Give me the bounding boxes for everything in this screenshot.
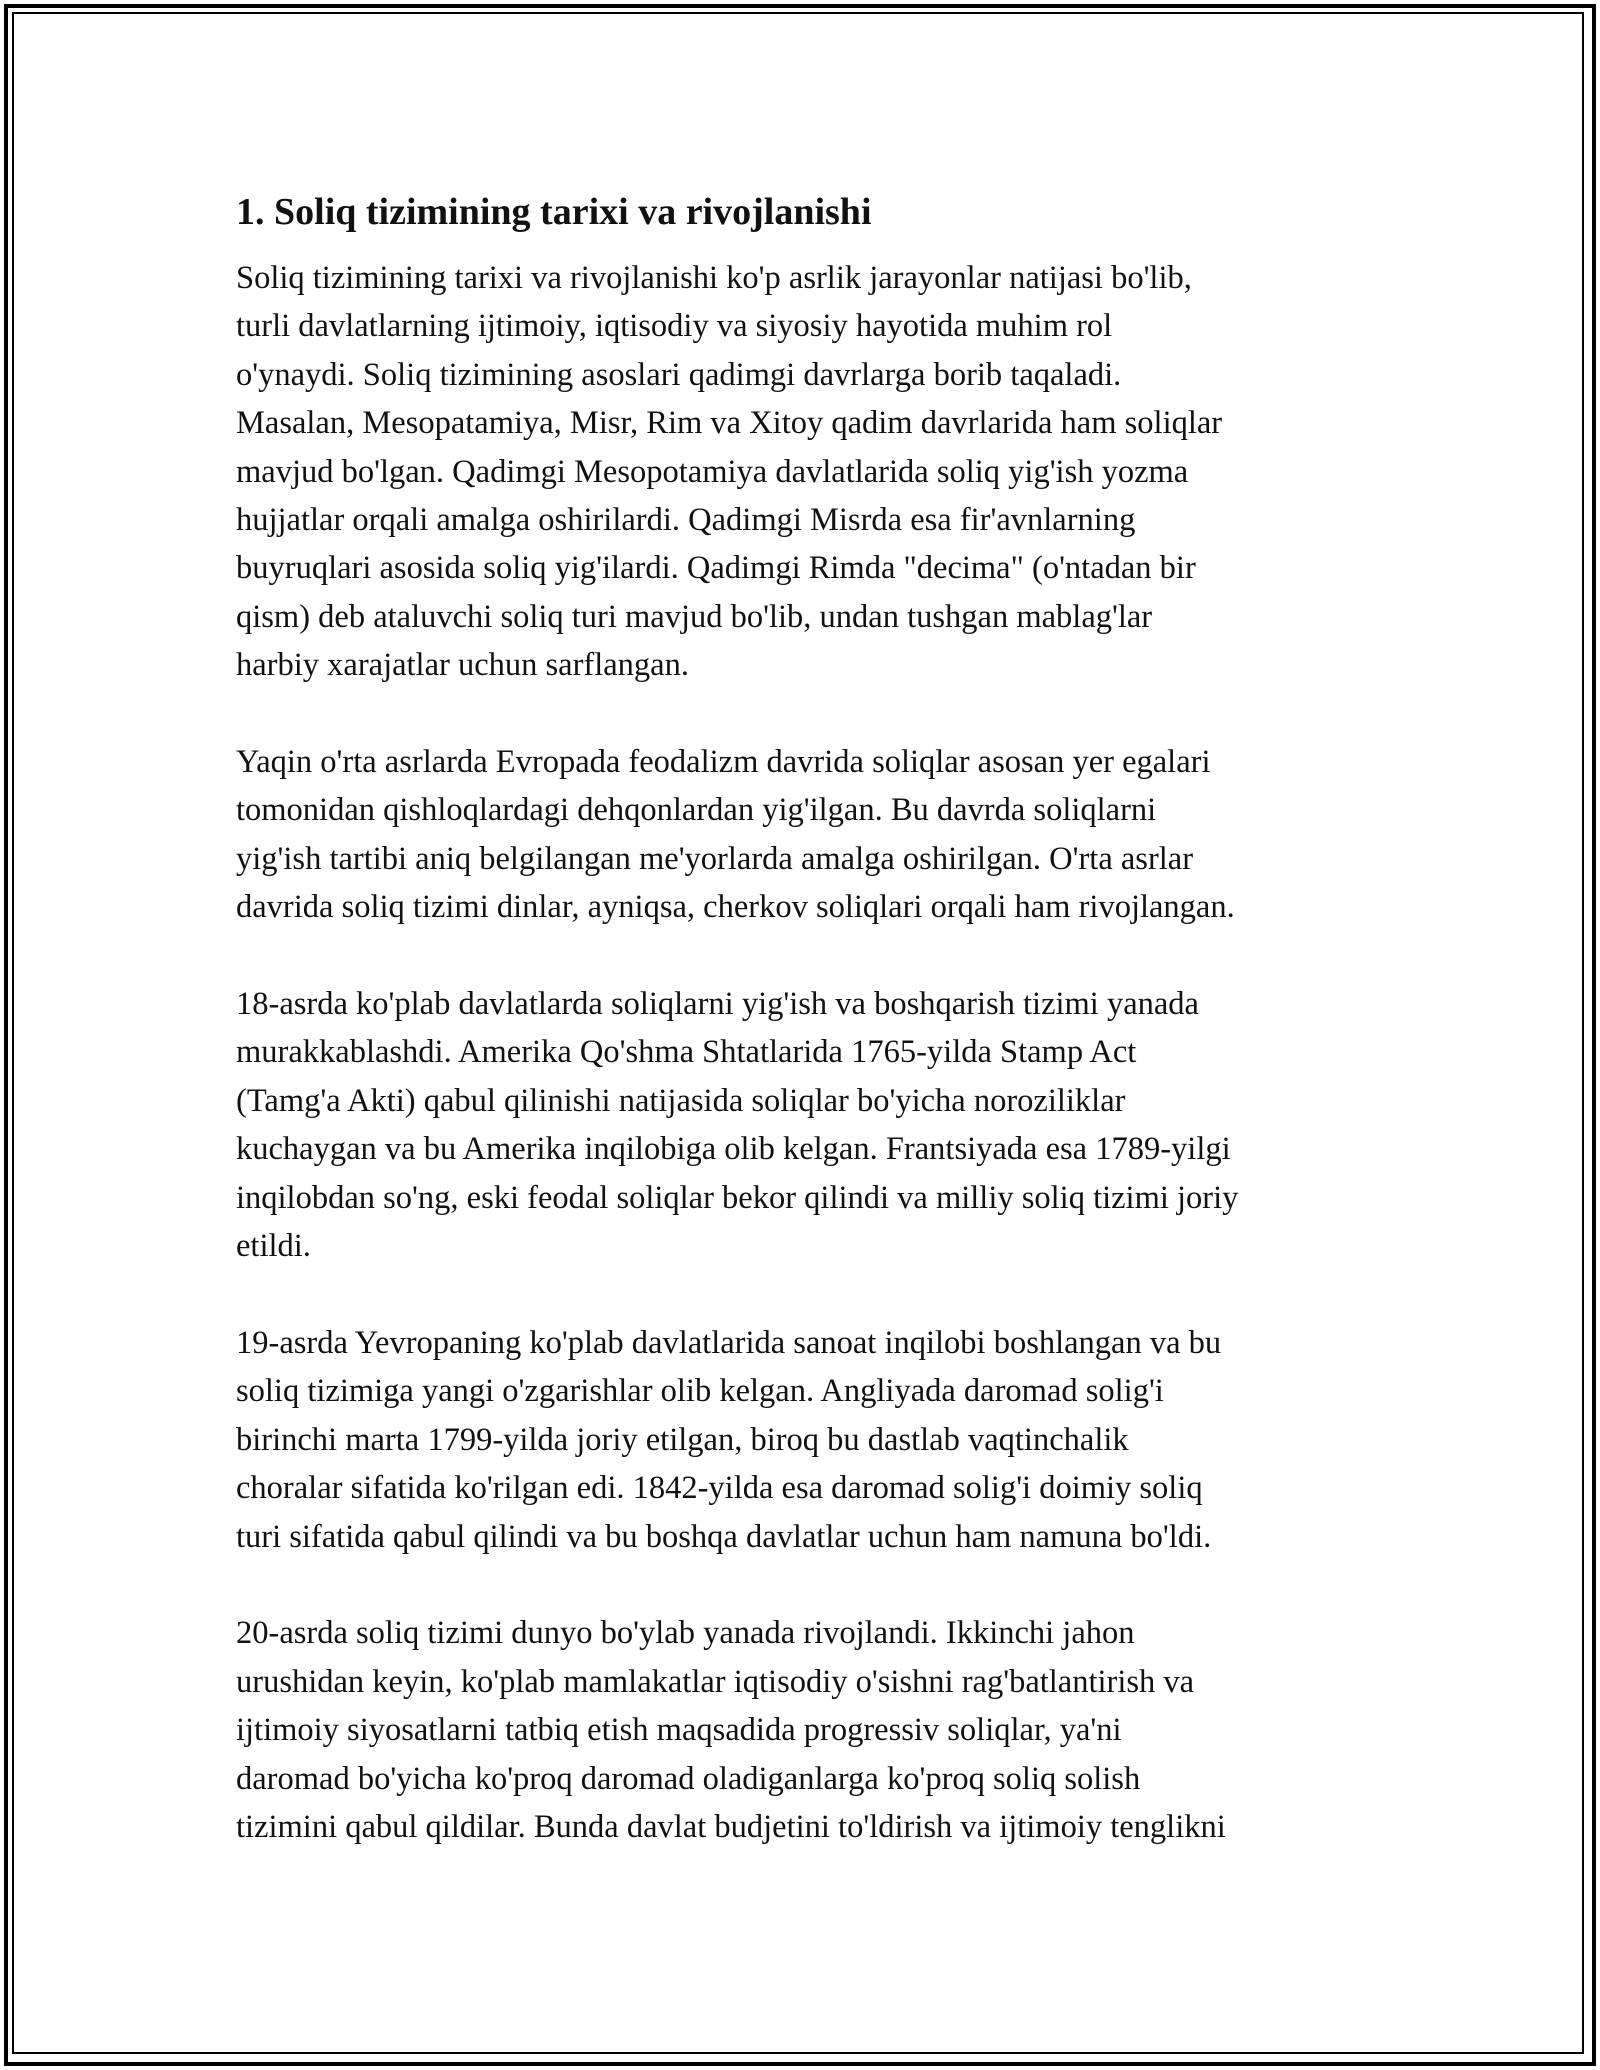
paragraph-middle-ages: Yaqin o'rta asrlarda Evropada feodalizm davrida soliqlar asosan yer egalari tomonidan qishloqlardagi dehqonlardan yig'ilgan. Bu davrda soliqlarni yig'ish tartibi aniq belgilangan me'yorlarda amalga oshirilgan. O'rta asrlar davrida soliq tizimi dinlar, ayniqsa, cherkov soliqlari orqali ham rivojlangan. [236,744,1235,926]
paragraph-20th-century: 20-asrda soliq tizimi dunyo bo'ylab yanada rivojlandi. Ikkinchi jahon urushidan keyin, ko'plab mamlakatlar iqtisodiy o'sishni rag'batlantirish va ijtimoiy siyosatlarni tatbiq etish maqsadida progressiv soliqlar, ya'ni daromad bo'yicha ko'proq daromad oladiganlarga ko'proq soliq solish tizimini qabul qildilar. Bunda davlat budjetini to'ldirish va ijtimoiy tenglikni [236,1615,1226,1845]
document-body [236,186,1376,1851]
section-heading: 1. Soliq tizimining tarixi va rivojlanishi [236,191,872,233]
paragraph-19th-century: 19-asrda Yevropaning ko'plab davlatlarida sanoat inqilobi boshlangan va bu soliq tizimiga yangi o'zgarishlar olib kelgan. Angliyada daromad solig'i birinchi marta 1799-yilda joriy etilgan, biroq bu dastlab vaqtinchalik choralar sifatida ko'rilgan edi. 1842-yilda esa daromad solig'i doimiy soliq turi sifatida qabul qilindi va bu boshqa davlatlar uchun ham namuna bo'ldi. [236,1324,1222,1555]
paragraph-18th-century: 18-asrda ko'plab davlatlarda soliqlarni yig'ish va boshqarish tizimi yanada murakkablashdi. Amerika Qo'shma Shtatlarida 1765-yilda Stamp Act (Tamg'a Akti) qabul qilinishi natijasida soliqlar bo'yicha noroziliklar kuchaygan va bu Amerika inqilobiga olib kelgan. Frantsiyada esa 1789-yilgi inqilobdan so'ng, eski feodal soliqlar bekor qilindi va milliy soliq tizimi joriy etildi. [236,986,1239,1265]
paragraph-ancient-history: Soliq tizimining tarixi va rivojlanishi ko'p asrlik jarayonlar natijasi bo'lib, turli davlatlarning ijtimoiy, iqtisodiy va siyosiy hayotida muhim rol o'ynaydi. Soliq tizimining asoslari qadimgi davrlarga borib taqaladi. Masalan, Mesopatamiya, Misr, Rim va Xitoy qadim davrlarida ham soliqlar mavjud bo'lgan. Qadimgi Mesopotamiya davlatlarida soliq yig'ish yozma hujjatlar orqali amalga oshirilardi. Qadimgi Misrda esa fir'avnlarning buyruqlari asosida soliq yig'ilardi. Qadimgi Rimda "decima" (o'ntadan bir qism) deb ataluvchi soliq turi mavjud bo'lib, undan tushgan mablag'lar harbiy xarajatlar uchun sarflangan. [236,260,1223,684]
